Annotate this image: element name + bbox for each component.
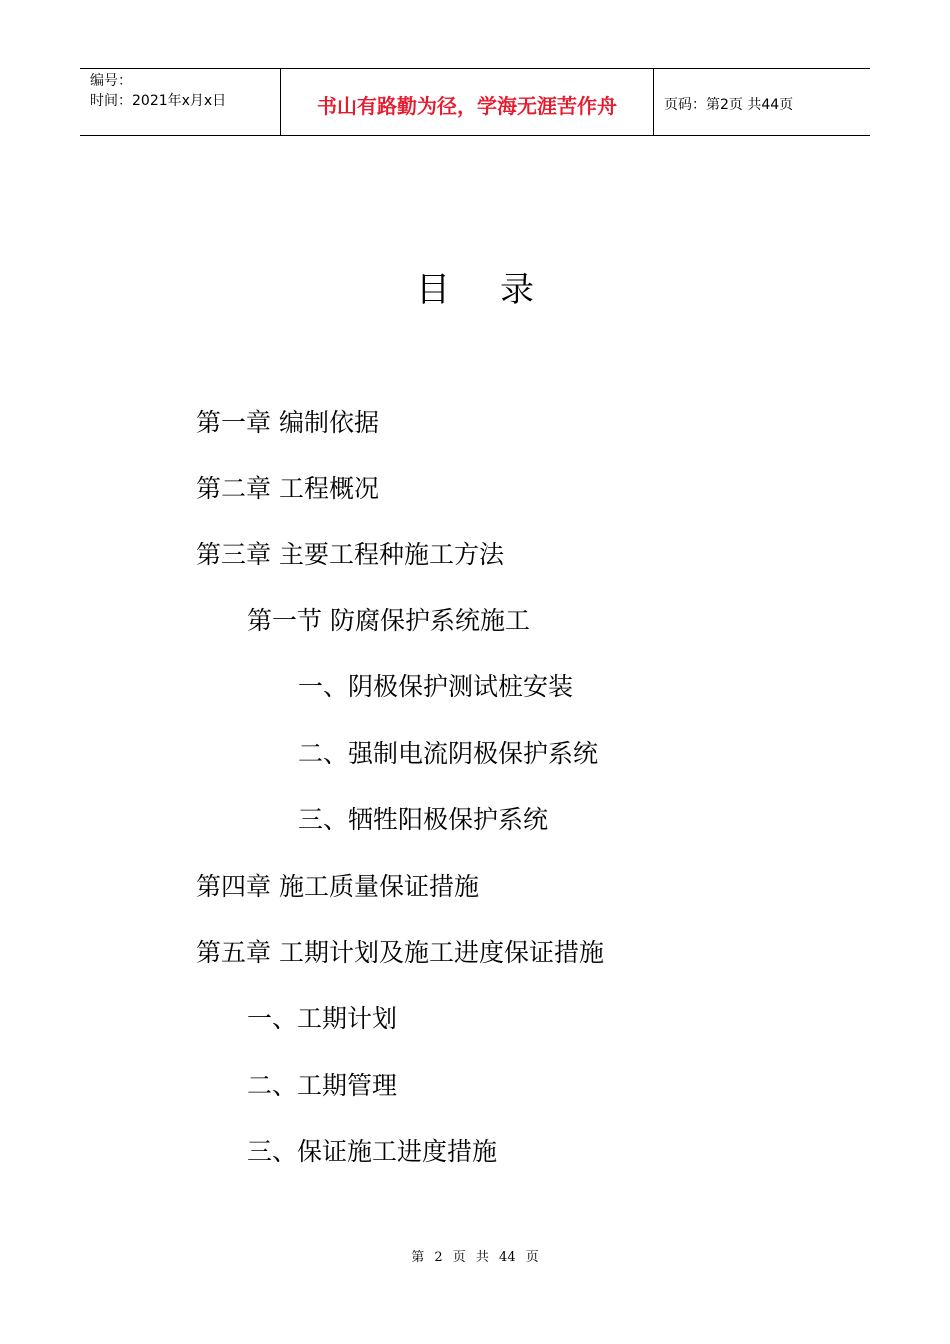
toc-item[interactable]: 二、强制电流阴极保护系统 (298, 739, 599, 768)
header-date-label: 时间：2021年x月x日 (90, 93, 227, 109)
toc-item[interactable]: 三、牺牲阳极保护系统 (298, 805, 549, 834)
toc-item[interactable]: 三、保证施工进度措施 (247, 1137, 498, 1166)
toc-item[interactable]: 第二章 工程概况 (196, 474, 379, 503)
toc-item[interactable]: 二、工期管理 (247, 1071, 398, 1100)
toc-item[interactable]: 第一节 防腐保护系统施工 (247, 606, 530, 635)
page-header (80, 68, 870, 136)
toc-item[interactable]: 第三章 主要工程种施工方法 (196, 540, 504, 569)
toc-item[interactable]: 第四章 施工质量保证措施 (196, 872, 479, 901)
toc-item[interactable]: 一、工期计划 (247, 1004, 398, 1033)
toc-item[interactable]: 一、阴极保护测试桩安装 (298, 672, 574, 701)
header-page-info: 页码：第2页 共44页 (664, 97, 794, 113)
header-motto: 书山有路勤为径，学海无涯苦作舟 (317, 93, 617, 118)
toc-item[interactable]: 第五章 工期计划及施工进度保证措施 (196, 938, 604, 967)
page-footer: 第 2 页 共 44 页 (411, 1250, 539, 1265)
toc-item[interactable]: 第一章 编制依据 (196, 408, 379, 437)
page-title: 目录 (416, 270, 584, 310)
header-number-label: 编号： (90, 73, 132, 89)
header-page-cell (654, 69, 870, 135)
header-motto-cell (281, 69, 654, 135)
header-meta (80, 69, 281, 135)
